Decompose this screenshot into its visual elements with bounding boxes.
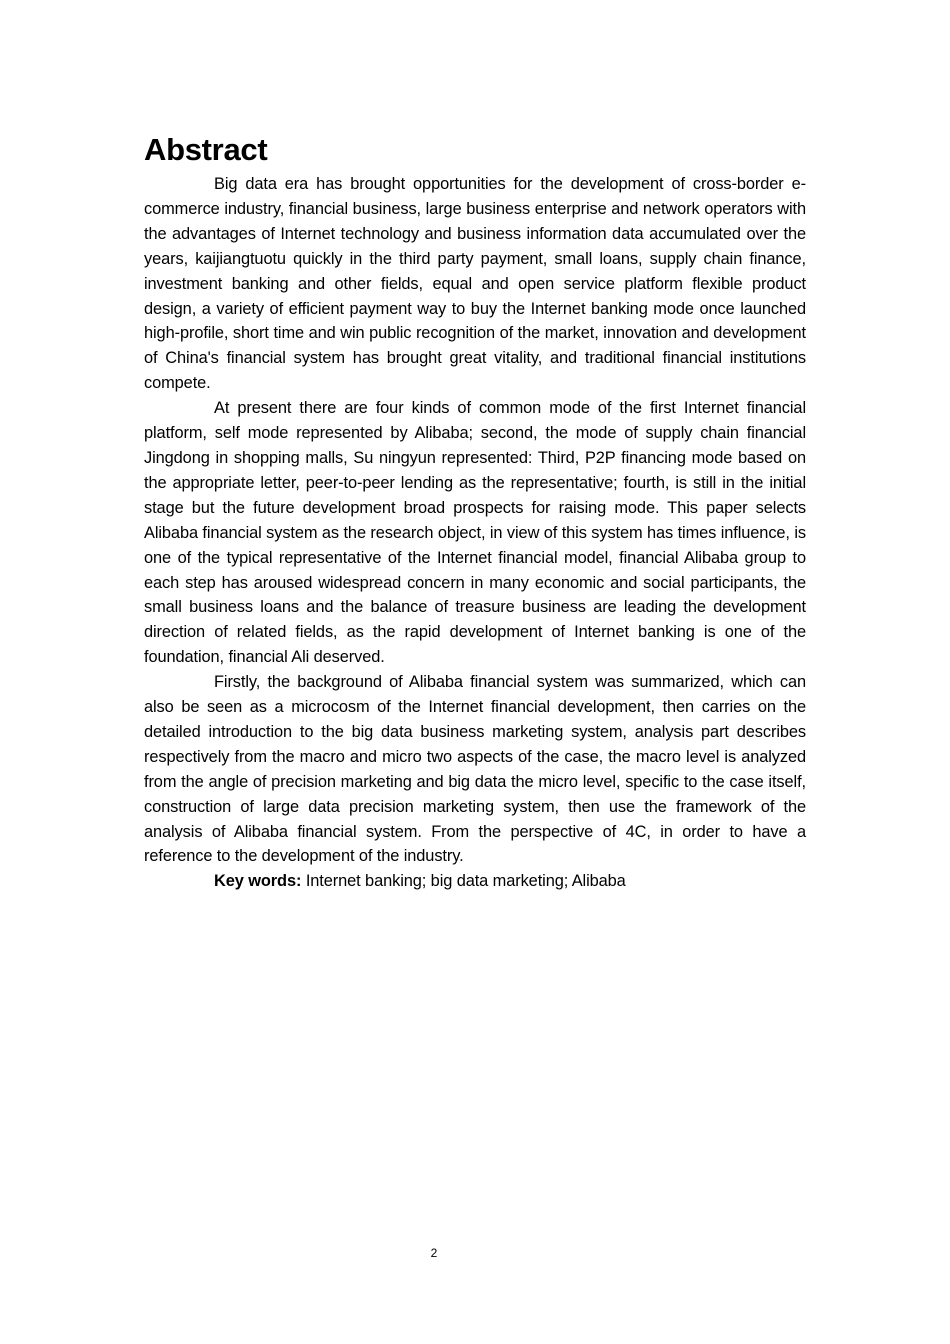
abstract-paragraph-1: Big data era has brought opportunities for the development of cross-border e-commerce industry, financial business, large business enterprise and network operators with the advantages of Internet technology and business information data accumulated over the years, kaijiangtuotu quickly in the third party payment, small loans, supply chain finance, investment banking and other fields, equal and open service platform flexible product design, a variety of efficient payment way to buy the Internet banking mode once launched high-profile, short time and win public recognition of the market, innovation and development of China's financial system has brought great vitality, and traditional financial institutions compete. [144, 175, 806, 393]
abstract-heading: Abstract [144, 132, 268, 167]
abstract-paragraph-2: At present there are four kinds of common mode of the first Internet financial platform, self mode represented by Alibaba; second, the mode of supply chain financial Jingdong in shopping malls, Su ningyun represented: Third, P2P financing mode based on the appropriate letter, peer-to-peer lending as the representative; fourth, is still in the initial stage but the future development broad prospects for raising mode. This paper selects Alibaba financial system as the research object, in view of this system has times influence, is one of the typical representative of the Internet financial model, financial Alibaba group to each step has aroused widespread concern in many economic and social participants, the small business loans and the balance of treasure business are leading the development direction of related fields, as the rapid development of Internet banking is one of the foundation, financial Ali deserved. [144, 399, 806, 667]
abstract-paragraph-3: Firstly, the background of Alibaba financial system was summarized, which can also be seen as a microcosm of the Internet financial development, then carries on the detailed introduction to the big data business marketing system, analysis part describes respectively from the macro and micro two aspects of the case, the macro level is analyzed from the angle of precision marketing and big data the micro level, specific to the case itself, construction of large data precision marketing system, then use the framework of the analysis of Alibaba financial system. From the perspective of 4C, in order to have a reference to the development of the industry. [144, 673, 806, 866]
keywords-label: Key words: [214, 872, 302, 891]
keywords-text: Internet banking; big data marketing; Alibaba [301, 872, 626, 891]
keywords-line [144, 869, 806, 894]
abstract-section [144, 130, 806, 894]
page-number: 2 [430, 1246, 438, 1260]
